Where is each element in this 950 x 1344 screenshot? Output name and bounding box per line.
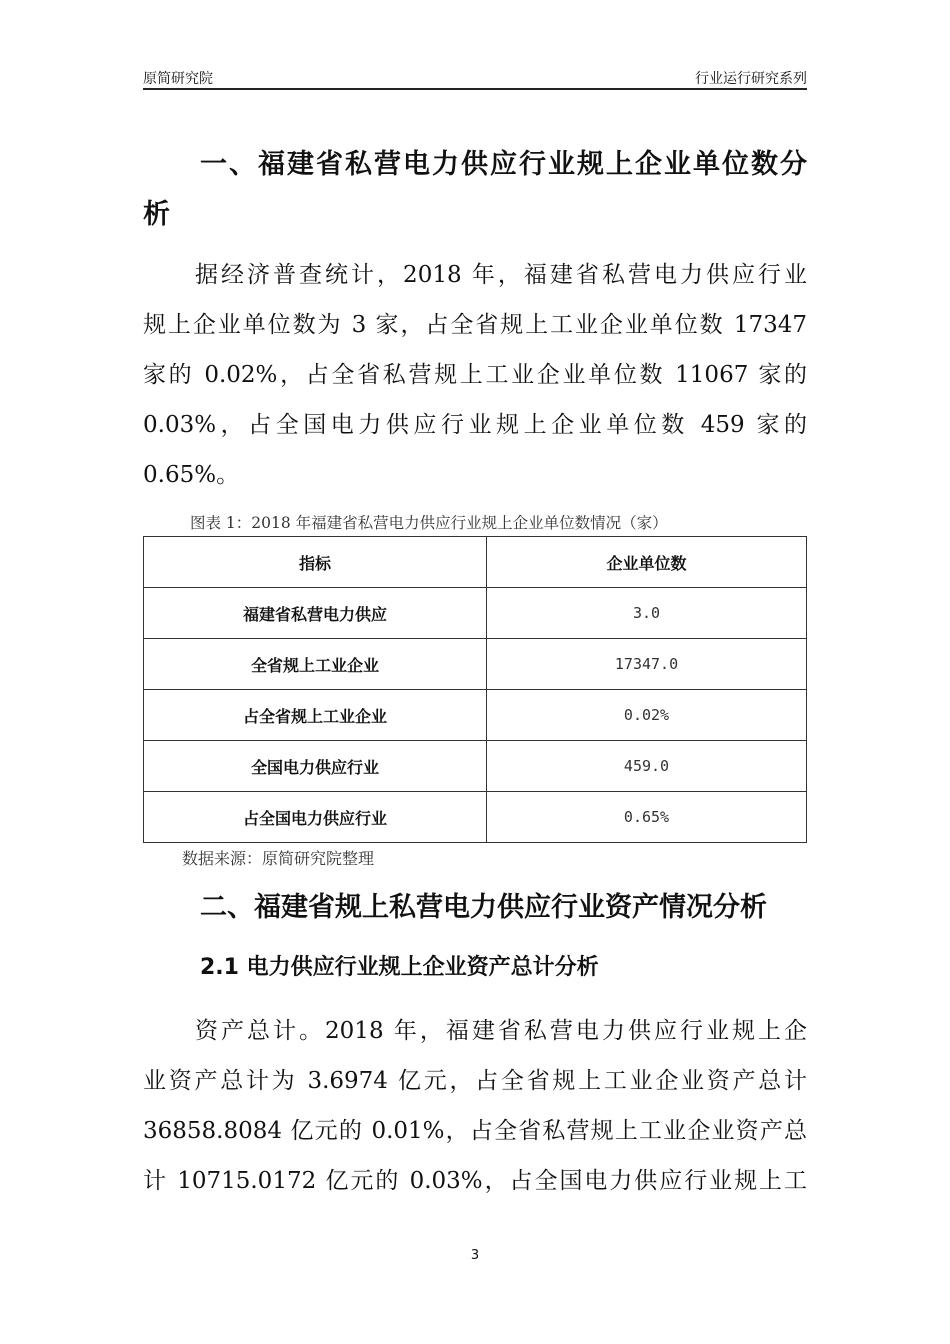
title-line: 一、福建省私营电力供应行业规上企业单位数分 <box>200 149 807 180</box>
column-header: 指标 <box>144 537 487 588</box>
row-value: 0.65% <box>487 792 807 843</box>
paragraph-line: 计 10715.0172 亿元的 0.03%，占全国电力供应行业规上工 <box>143 1168 807 1194</box>
header-org: 原简研究院 <box>143 71 213 87</box>
row-value: 3.0 <box>487 588 807 639</box>
paragraph-line: 资产总计。2018 年，福建省私营电力供应行业规上企 <box>143 1018 807 1044</box>
section1-title <box>143 140 807 240</box>
table-caption: 图表 1：2018 年福建省私营电力供应行业规上企业单位数情况（家） <box>190 514 668 532</box>
paragraph-line: 36858.8084 亿元的 0.01%，占全省私营规上工业企业资产总 <box>143 1118 807 1144</box>
row-value: 459.0 <box>487 741 807 792</box>
row-label: 占全省规上工业企业 <box>144 690 487 741</box>
table-row <box>144 741 807 792</box>
table-source: 数据来源：原简研究院整理 <box>182 849 375 868</box>
title-line: 析 <box>143 199 170 230</box>
row-label: 全省规上工业企业 <box>144 639 487 690</box>
table-header-row <box>144 537 807 588</box>
row-label: 占全国电力供应行业 <box>144 792 487 843</box>
table-row <box>144 639 807 690</box>
paragraph-line: 规上企业单位数为 3 家，占全省规上工业企业单位数 17347 <box>143 312 807 338</box>
section1-paragraph <box>143 250 807 500</box>
column-header: 企业单位数 <box>487 537 807 588</box>
page-number: 3 <box>470 1248 480 1263</box>
row-label: 全国电力供应行业 <box>144 741 487 792</box>
table-row <box>144 588 807 639</box>
paragraph-line: 据经济普查统计，2018 年，福建省私营电力供应行业 <box>143 262 807 288</box>
paragraph-line: 家的 0.02%，占全省私营规上工业企业单位数 11067 家的 <box>143 362 807 388</box>
data-table <box>143 536 807 843</box>
paragraph-line: 业资产总计为 3.6974 亿元，占全省规上工业企业资产总计 <box>143 1068 807 1094</box>
row-label: 福建省私营电力供应 <box>144 588 487 639</box>
row-value: 0.02% <box>487 690 807 741</box>
paragraph-line: 0.65%。 <box>143 462 240 488</box>
page-header <box>143 68 807 90</box>
subsection-title: 2.1 电力供应行业规上企业资产总计分析 <box>200 955 599 980</box>
table-row <box>144 690 807 741</box>
section2-title: 二、福建省规上私营电力供应行业资产情况分析 <box>200 892 767 923</box>
header-series: 行业运行研究系列 <box>695 71 807 87</box>
table-row <box>144 792 807 843</box>
section2-paragraph <box>143 1006 807 1206</box>
paragraph-line: 0.03%，占全国电力供应行业规上企业单位数 459 家的 <box>143 412 807 438</box>
row-value: 17347.0 <box>487 639 807 690</box>
